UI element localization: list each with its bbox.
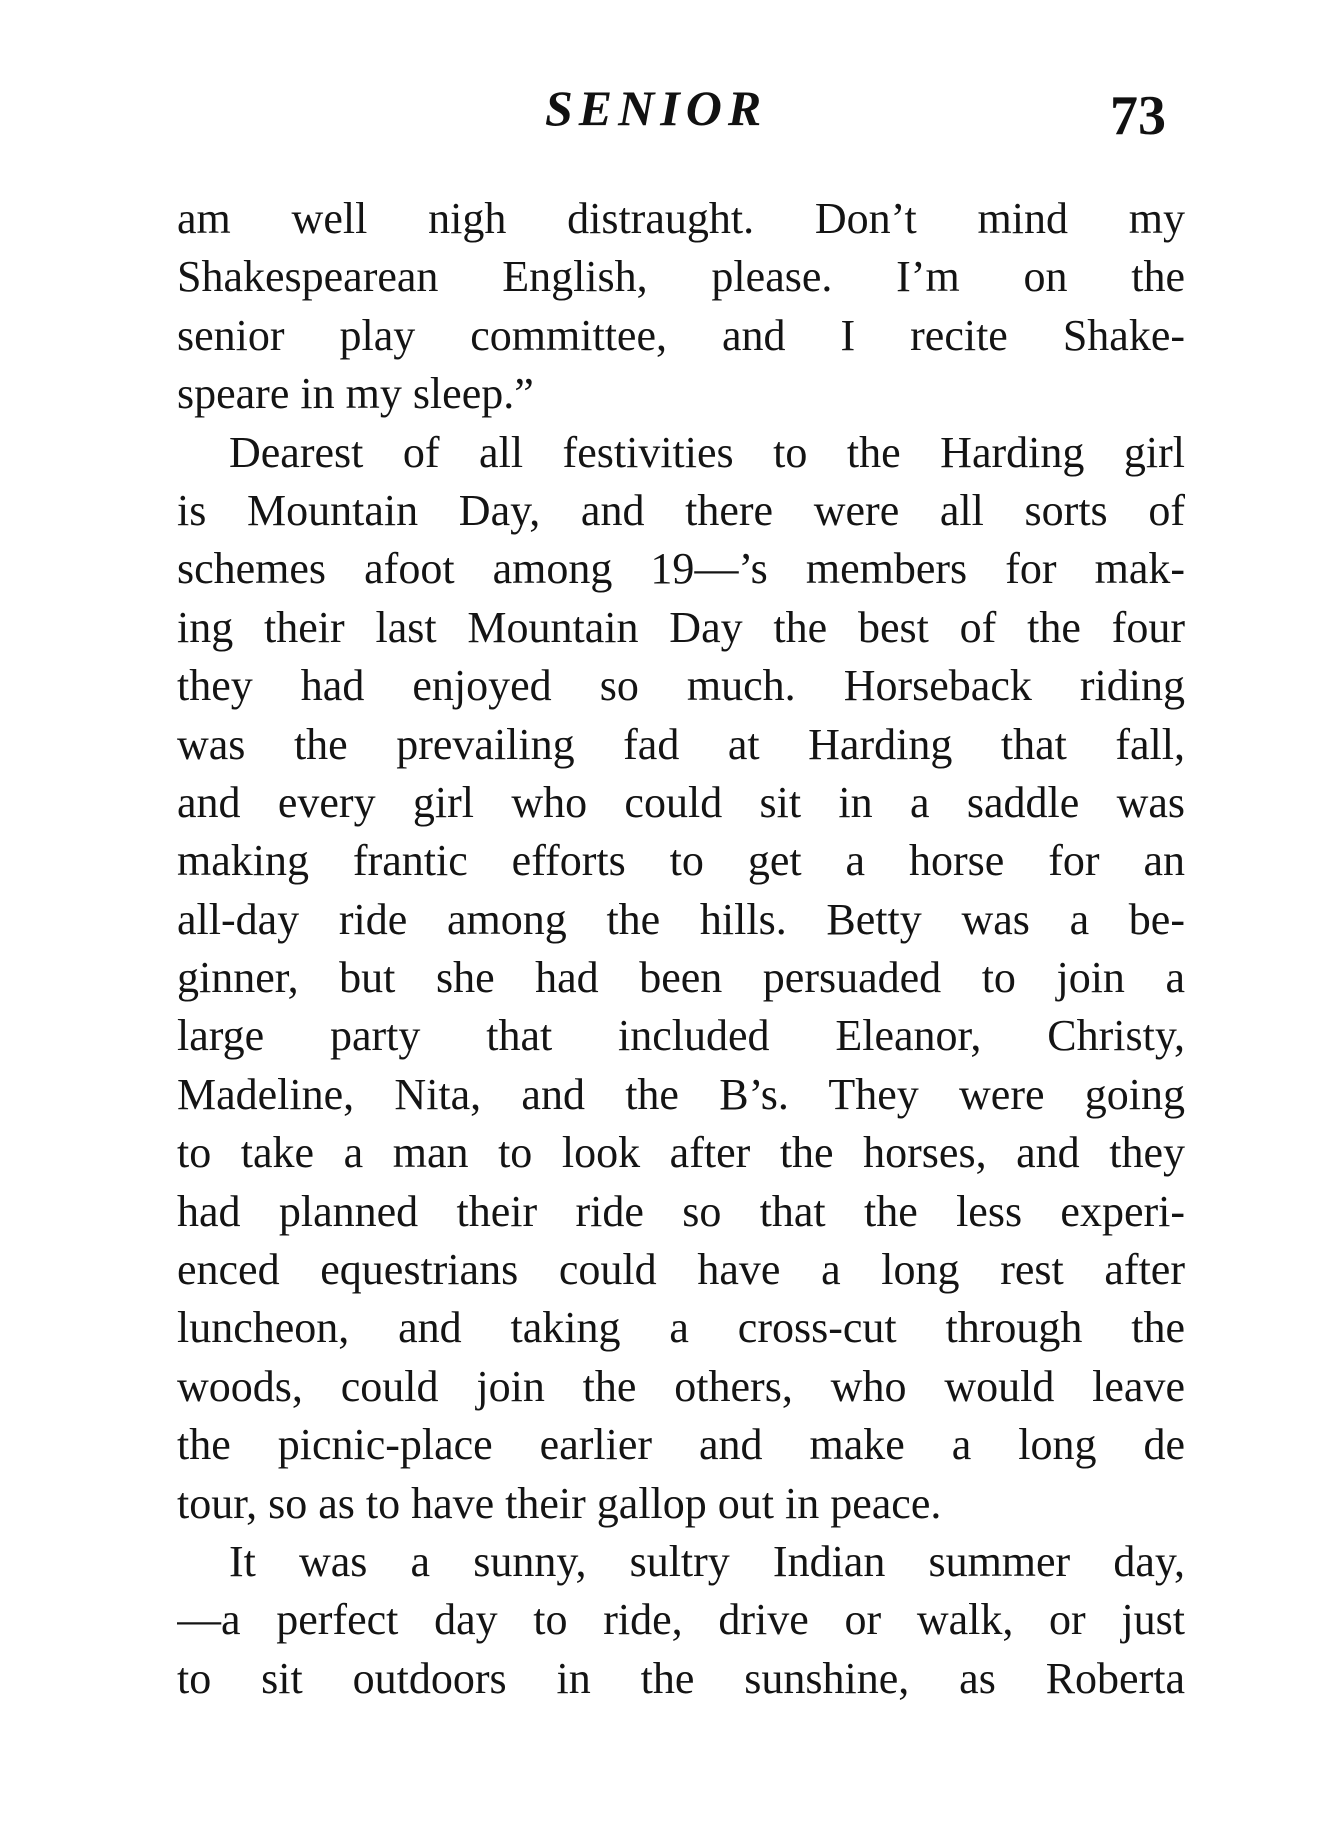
text-line: making frantic efforts to get a horse for an — [177, 836, 1185, 886]
body-text — [177, 190, 1185, 1708]
text-line: It was a sunny, sultry Indian summer day, — [229, 1536, 1185, 1586]
text-line: Madeline, Nita, and the B’s. They were going — [177, 1069, 1185, 1119]
text-line: ing their last Mountain Day the best of the four — [177, 602, 1185, 652]
text-line: senior play committee, and I recite Shake- — [177, 310, 1185, 360]
text-line: is Mountain Day, and there were all sorts of — [177, 485, 1185, 535]
text-line: speare in my sleep.” — [177, 369, 534, 419]
text-line: ginner, but she had been persuaded to join a — [177, 953, 1185, 1003]
text-line: woods, could join the others, who would leave — [177, 1361, 1185, 1411]
text-line: was the prevailing fad at Harding that fall, — [177, 719, 1185, 769]
text-line: had planned their ride so that the less experi- — [177, 1186, 1185, 1236]
paragraph — [177, 424, 1185, 1533]
text-line: am well nigh distraught. Don’t mind my — [177, 194, 1185, 243]
paragraph — [177, 190, 1185, 424]
running-head — [0, 78, 1326, 158]
text-line: large party that included Eleanor, Christy, — [177, 1011, 1185, 1061]
text-line: to take a man to look after the horses, and they — [177, 1128, 1185, 1178]
text-line: they had enjoyed so much. Horseback riding — [177, 661, 1185, 711]
text-line: to sit outdoors in the sunshine, as Roberta — [177, 1653, 1185, 1703]
page-number: 73 — [1110, 85, 1166, 147]
text-line: and every girl who could sit in a saddle was — [177, 777, 1185, 827]
running-title: SENIOR — [545, 80, 768, 136]
text-line: tour, so as to have their gallop out in peace. — [177, 1478, 942, 1528]
text-line: the picnic-place earlier and make a long de — [177, 1420, 1185, 1470]
paragraph — [177, 1533, 1185, 1708]
text-line: luncheon, and taking a cross-cut through the — [177, 1303, 1185, 1353]
text-line: enced equestrians could have a long rest after — [177, 1245, 1185, 1295]
text-line: schemes afoot among 19—’s members for mak- — [177, 544, 1185, 594]
text-line: all-day ride among the hills. Betty was a be- — [177, 894, 1185, 944]
text-line: Shakespearean English, please. I’m on the — [177, 252, 1185, 302]
text-line: Dearest of all festivities to the Harding girl — [229, 427, 1185, 477]
text-line: —a perfect day to ride, drive or walk, or just — [177, 1595, 1185, 1645]
